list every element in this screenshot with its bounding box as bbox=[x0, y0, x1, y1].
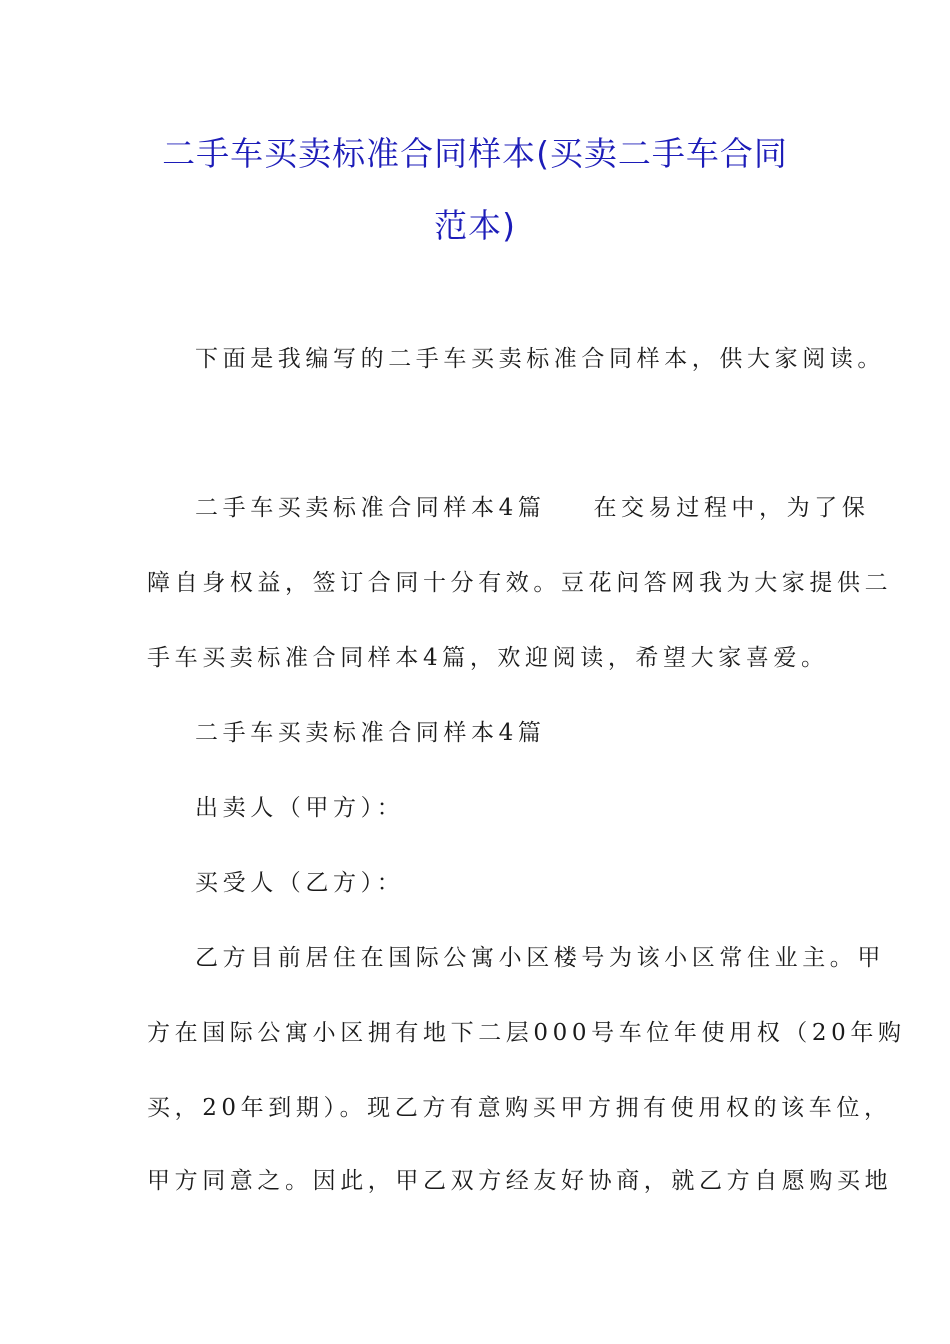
buyer-label: 买受人（乙方）： bbox=[195, 870, 405, 896]
paragraph-1-line-2: 障自身权益，签订合同十分有效。豆花问答网我为大家提供二 bbox=[147, 570, 893, 596]
intro-paragraph: 下面是我编写的二手车买卖标准合同样本，供大家阅读。 bbox=[195, 346, 885, 372]
paragraph-2-line-4: 甲方同意之。因此，甲乙双方经友好协商，就乙方自愿购买地 bbox=[147, 1168, 893, 1194]
paragraph-2-line-2: 方在国际公寓小区拥有地下二层000号车位年使用权（20年购 bbox=[147, 1020, 906, 1046]
document-title-line-2: 范本) bbox=[434, 206, 516, 245]
paragraph-1-line-3: 手车买卖标准合同样本4篇，欢迎阅读，希望大家喜爱。 bbox=[147, 645, 829, 671]
paragraph-2-line-3: 买，20年到期）。现乙方有意购买甲方拥有使用权的该车位， bbox=[147, 1095, 892, 1121]
paragraph-1-heading-text: 二手车买卖标准合同样本4篇 bbox=[195, 495, 546, 521]
paragraph-1-continuation: 在交易过程中，为了保 bbox=[593, 495, 870, 521]
section-heading: 二手车买卖标准合同样本4篇 bbox=[195, 720, 546, 746]
document-title-line-1: 二手车买卖标准合同样本(买卖二手车合同 bbox=[162, 134, 788, 173]
paragraph-2-line-1: 乙方目前居住在国际公寓小区楼号为该小区常住业主。甲 bbox=[195, 945, 885, 971]
seller-label: 出卖人（甲方）： bbox=[195, 795, 405, 821]
paragraph-1-line-1 bbox=[195, 493, 870, 523]
